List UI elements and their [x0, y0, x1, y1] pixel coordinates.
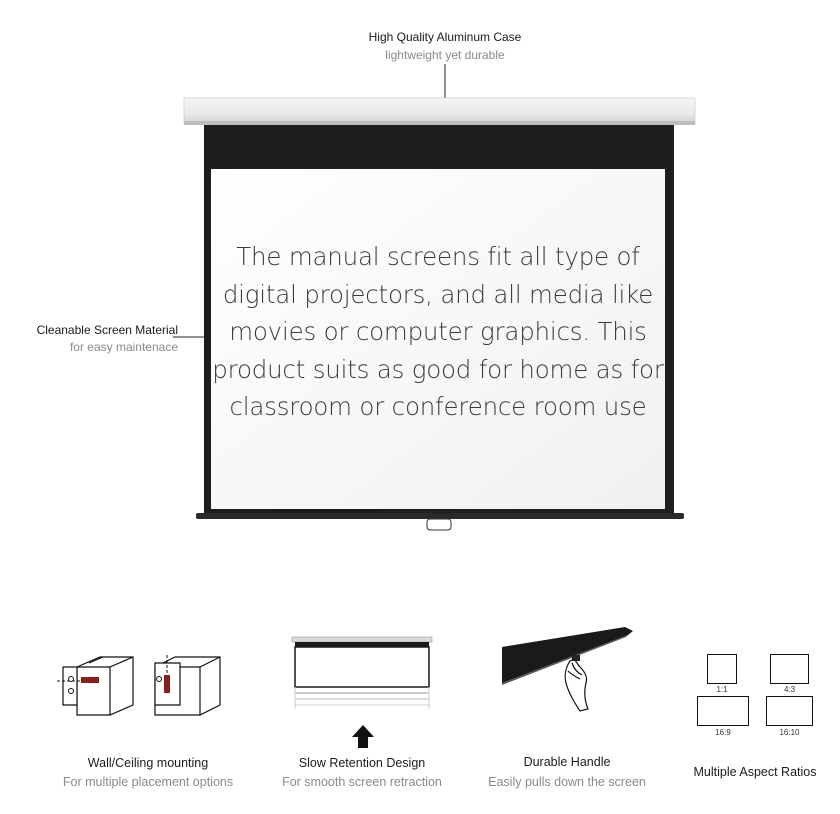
pull-handle	[427, 519, 451, 530]
screen-line: classroom or conference room use	[229, 392, 647, 421]
feature-title-mounting: Wall/Ceiling mounting	[87, 756, 209, 770]
bottom-bar	[196, 513, 684, 519]
feature-subtitle-handle: Easily pulls down the screen	[488, 775, 646, 789]
ratio-box	[766, 696, 813, 726]
wall-ceiling-mount-icon	[55, 655, 230, 720]
material-callout-subtitle: for easy maintenace	[69, 340, 178, 354]
screen-line: product suits as good for home as for	[212, 354, 664, 384]
ratio-label: 16:10	[779, 728, 800, 737]
feature-subtitle-retention: For smooth screen retraction	[282, 775, 442, 789]
screen-line: digital projectors, and all media like	[222, 279, 654, 309]
feature-subtitle-mounting: For multiple placement options	[62, 775, 234, 789]
ratio-box	[697, 696, 749, 726]
feature-title-handle: Durable Handle	[523, 755, 611, 769]
feature-title-retention: Slow Retention Design	[298, 756, 426, 770]
ratio-label: 16:9	[715, 728, 731, 737]
handle-pull-icon	[500, 625, 640, 720]
ratio-box	[770, 654, 809, 684]
feature-title-ratios: Multiple Aspect Ratios	[693, 765, 817, 779]
slow-retention-icon	[290, 635, 435, 750]
screen-line: The manual screens fit all type of	[236, 242, 640, 271]
aluminum-case	[184, 98, 695, 124]
ratio-label: 4:3	[783, 685, 796, 694]
aspect-ratios-icon	[695, 652, 820, 742]
screen-description	[212, 238, 664, 426]
material-callout-title: Cleanable Screen Material	[36, 323, 178, 337]
up-arrow-icon	[352, 725, 374, 748]
screen-line: movies or computer graphics. This	[229, 317, 647, 346]
ratio-box	[707, 654, 737, 684]
ratio-label: 1:1	[716, 685, 728, 694]
case-callout-subtitle: lightweight yet durable	[385, 48, 505, 62]
case-callout-title: High Quality Aluminum Case	[368, 30, 522, 44]
